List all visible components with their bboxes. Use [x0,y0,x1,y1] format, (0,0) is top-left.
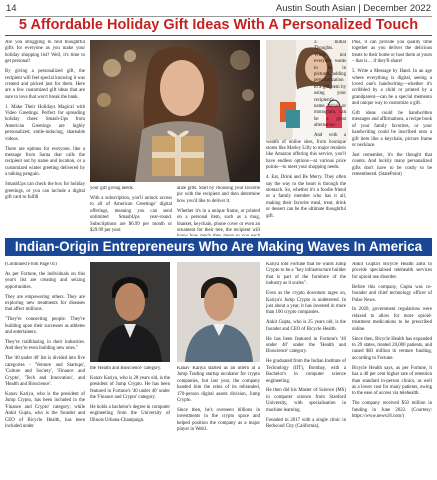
paragraph: SmashUps can check the box for holiday greetings, or you can include a digital gift card to fulfill [5,182,85,200]
paragraph: They are empowering others. They are exploring new treatments for diseases that affect millions. [5,294,85,313]
article-1-column-3 [177,186,260,236]
paragraph: He holds a bachelor's degree in computer engineering from the University of Illinois Urbana-Champaign. [90,405,170,423]
paragraph: He has been featured in Fortune's '40 under 40' under the 'Health and Bioscience' category. [266,336,346,355]
paragraph: And with a wealth of online sites, from boutique stores like Marley Lilly to major retailers like Amazon offering this service, you'll have endless options—at various price points—to meet your shopping needs. [266,133,346,171]
publication-line: Austin South Asian | December 2022 [275,3,431,14]
paragraph: Since then, Bicycle Health has expanded to 29 states, treated 20,000 patients, and raised $83 million in venture funding, according to Fortune. [352,336,432,361]
paragraph: Founded in 2017 with a single clinic in Redwood City (California), [266,417,346,429]
paragraph: Before this company, Gupta was co-founder and chief technology officer of Pulse News. [352,284,432,303]
article-1-column-4 [266,40,346,235]
article-1-headline: 5 Affordable Holiday Gift Ideas With A Personalized Touch [18,17,419,33]
article-2-column-2 [90,366,170,480]
article-2-column-1 [5,262,85,480]
paragraph: The company received $50 million in funding in June 2022. (Courtesy: https://www.news18.com/) [352,401,432,420]
paragraph: Bicycle Health says, as per Fortune, it has a 40 per cent higher rate of retention than standard in-person clinics, as well as a lower cost for many patients, owing to the ease of access via telehealth. [352,365,432,397]
paragraph: Kariya told Fortune that he wants Jump Crypto to be a "key infrastructure builder that is part of the furniture of the industry as it scales". [266,262,346,287]
photo-kanav-kariya [90,262,170,362]
paragraph: Ankit Gupta, who is 25 years old, is the founder and CEO of Bicycle Health. [266,320,346,332]
page-number: 14 [6,3,17,14]
paragraph: your gift giving needs. [90,186,134,191]
paragraph: By giving a personalized gift, the recipient will feel special knowing it was created and picked just for them. Here are a few customized gift ideas that are sure to love that won't break the bank. [5,69,85,100]
paragraph: Plus, it can provide you quality time together as you deliver the delicious treats to their home or host them at yours – that is… if they'll share! [352,40,432,65]
paragraph: Since then, he's overseen billions in investments in the crypto space and helped position the company as a major player in Web3. [177,407,260,433]
paragraph: With a subscription, you'll unlock access to all of American Greetings' digital offerings, meaning you can send unlimited SmashUps year-round. Subscriptions are $6.99 per month or $29.99 per year. [90,195,172,233]
paragraph: 1. Make Their Holidays Magical with Video Greetings. Perfect for spreading holiday cheer. Smash-Ups from American Greetings are highly personalized, smile-inducing, shareable videos. [5,104,85,142]
article-2-column-5 [352,262,432,480]
article-1-column-1 [5,40,85,235]
paragraph: 3. Initial Thoughts. While not everyone wants to be in pictures, adding personalization to a gift item by using your recipient's name, initials or monogram, can be a great alternative. [314,40,346,129]
paragraph: Kanav Kariya, who is 28 years old, is the president of Jump Crypto. He has been featured in Fortune's '40 under 40' under the 'Finance and Crypto' category. [90,375,170,401]
paragraph: As per Fortune, the individuals on this year's list are creating and seizing opportunities. [5,271,85,290]
paragraph: Even as the crypto downturn rages on, Kariya's Jump Crypto is undeterred. In just about a year, it has invested in more than 100 crypto companies. [266,291,346,316]
paragraph: (Continued From Page 01) [5,262,57,267]
paragraph: They're trailblazing in their industries. And they're even building new ones." [5,340,85,352]
paragraph: the 'Health and Bioscience' category. [90,366,162,371]
paragraph: Kanav Kariya, who is the president of Jump Crypto, has been included in the 'Finance and Crypto' category; while Ankit Gupta, who is the founder and CEO of Bicycle Health, has been included under [5,391,85,429]
paragraph: There are options for everyone, like a message from Santa that calls the recipient out by name and location, or a customized winter greeting delivered by a talking penguin. [5,146,85,178]
paragraph: "They're connecting people. They're building upon their successes as athletes and entertainers. [5,317,85,336]
article-2-column-4 [266,262,346,480]
paragraph: 5. Write a Message by Hand. In an age where everything is digital, seeing a loved one's handwriting—whether it's scribbled by a child or printed by a grandparent—can be a special memento and unique way to customize a gift. [352,69,432,107]
paragraph: He graduated from the Indian Institute of Technology (IIT), Bombay, with a Bachelor's in computer science engineering. [266,359,346,384]
paragraph: Ankit Gupta's Bicycle Health aims to provide specialised telehealth services for opioid use disorder. [352,262,432,280]
paragraph: 4. Eat, Drink and Be Merry. They often say the way to the heart is through the stomach. So, whether it's a foodie friend or a family member who has it all, making their favorite meal, treat, drink or dessert can be the ultimate thoughtful gift. [266,175,346,219]
article-1-column-5 [352,40,432,235]
article-1-photo-woman-gift [90,40,260,182]
paragraph: Are you struggling to find thoughtful gifts for everyone as you make your holiday shopping list? Well, it's time to get personal! [5,40,85,65]
paragraph: Gift ideas could be handwritten messages and affirmations, a recipe book of your family favorites, or your handwriting could be inscribed onto a gift item like a keychain, picture frame or necklace. [352,111,432,149]
paragraph: The '40 under 40' list is divided into five categories - 'Venture and Startups', 'Culture and Society', 'Finance and Crypto', 'Tech and Innovation', and 'Health and Bioscience'. [5,356,85,387]
paragraph: Whether it's in a unique frame, or printed on a personal item, such as a mug, blanket, keychain, phone cover or even an ornament for their tree, the recipient will [177,208,260,233]
photo-ankit-gupta [177,262,260,362]
paragraph: Just remember, it's the thought that counts. And luckily many personalized gifts don't have to be costly to be remembered. (StatePoint) [352,153,432,178]
paragraph: Kanav Kariya started as an intern at a Jump Trading startup incubator for crypto companies, but last year, the company handed him the reins of its rebranded, 170-person digital assets division, Jump Crypto. [177,366,260,404]
paragraph: He then did his Master of Science (MS) in computer science from Stanford University, with specialisation in machine learning. [266,388,346,413]
paragraph: In 2020, government regulations were relaxed to allow for more opioid-treatment medications to be prescribed online. [352,307,432,332]
paragraph: alize gifts. Start by choosing your favorite pic with the recipient and then determine how you'd like to deliver it. [177,186,260,204]
article-1-column-2 [90,186,172,236]
article-2-headline: Indian-Origin Entrepreneurs Who Are Making Waves In America [5,238,432,256]
article-2-column-3 [177,366,260,480]
headline-rule [5,35,432,36]
